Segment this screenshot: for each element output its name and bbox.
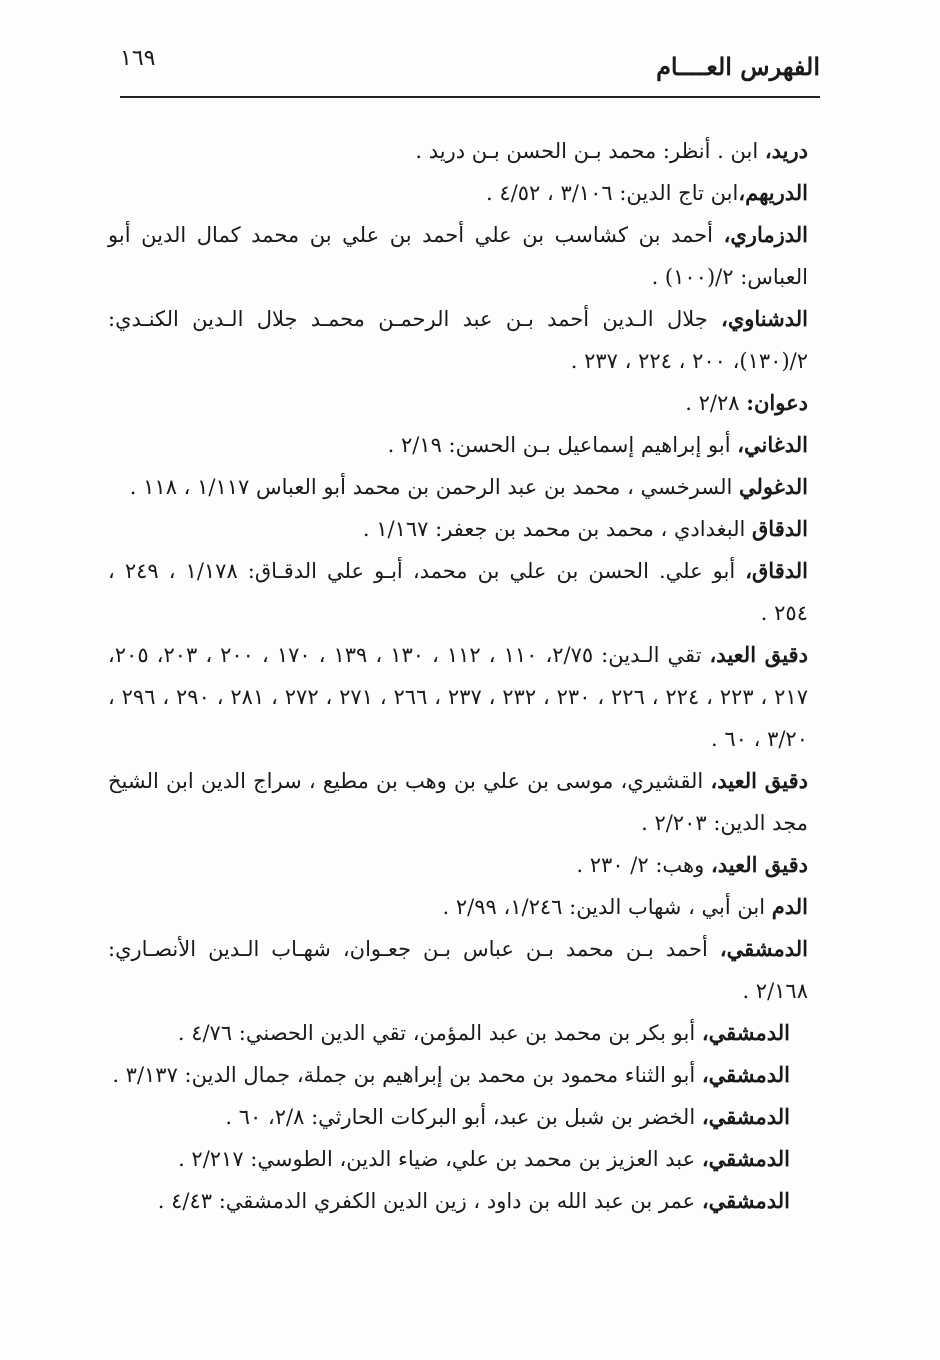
index-entry	[108, 424, 808, 466]
entry-head: الدقاق،	[745, 558, 808, 583]
entry-text: عبد العزيز بن محمد بن علي، ضياء الدين، الطوسي: ٢/٢١٧ .	[178, 1147, 702, 1171]
entry-head: دقيق العيد،	[710, 768, 809, 793]
index-entry	[108, 634, 808, 760]
entry-text: أبو علي. الحسن بن علي بن محمد، أبـو علي الدقـاق: ١/١٧٨ ، ٢٤٩ ، ٢٥٤ .	[108, 559, 808, 625]
entry-head: الدقاق	[752, 516, 808, 541]
page-header	[120, 42, 820, 98]
entry-text: أحمد بن كشاسب بن علي أحمد بن علي بن محمد كمال الدين أبو العباس: ٢/(١٠٠) .	[108, 223, 808, 289]
index-entry	[108, 172, 808, 214]
running-title: الفهرس العــــام	[656, 52, 820, 81]
entry-head: الدزماري،	[723, 222, 808, 247]
entry-text: عمر بن عبد الله بن داود ، زين الدين الكفري الدمشقي: ٤/٤٣ .	[157, 1189, 702, 1213]
entry-head: دريد،	[764, 138, 808, 163]
entry-head: الدغاني،	[737, 432, 808, 457]
index-entry	[108, 298, 808, 382]
entry-text: ابن . أنظر: محمد بـن الحسن بـن دريد .	[415, 139, 765, 163]
index-entry	[108, 214, 808, 298]
index-entry	[108, 844, 808, 886]
entry-head: الدمشقي،	[701, 1146, 790, 1171]
page-number: ١٦٩	[120, 46, 156, 71]
entry-text: القشيري، موسى بن علي بن وهب بن مطيع ، سراج الدين ابن الشيخ مجد الدين: ٢/٢٠٣ .	[108, 769, 808, 835]
entry-text: أبو الثناء محمود بن محمد بن إبراهيم بن جملة، جمال الدين: ٣/١٣٧ .	[112, 1063, 702, 1087]
index-entry	[108, 382, 808, 424]
index-entry	[108, 550, 808, 634]
entry-head: الدمشقي،	[701, 1104, 790, 1129]
entry-text: السرخسي ، محمد بن عبد الرحمن بن محمد أبو العباس ١/١١٧ ، ١١٨ .	[129, 475, 739, 499]
index-entry	[108, 1054, 808, 1096]
entry-head: الدمشقي،	[701, 1020, 790, 1045]
index-entry	[108, 1180, 808, 1222]
entry-text: أحمد بـن محمد بـن عباس بـن جعـوان، شهـاب الـدين الأنصـاري: ٢/١٦٨ .	[108, 937, 808, 1003]
index-entry	[108, 760, 808, 844]
entry-text: ٢/٢٨ .	[685, 391, 747, 415]
entry-text: وهب: ٢/ ٢٣٠ .	[576, 853, 711, 877]
entry-text: ابن أبي ، شهاب الدين: ١/٢٤٦، ٢/٩٩ .	[442, 895, 772, 919]
index-entry	[108, 886, 808, 928]
index-entries	[108, 130, 808, 1222]
entry-head: الدمشقي،	[701, 1188, 790, 1213]
entry-text: جلال الـدين أحمد بـن عبد الرحمـن محمـد جلال الـدين الكنـدي: ٢/(١٣٠)، ٢٠٠ ، ٢٢٤ ، ٢٣٧ .	[108, 307, 808, 373]
entry-head: الدغولي	[739, 474, 808, 499]
entry-text: أبو إبراهيم إسماعيل بـن الحسن: ٢/١٩ .	[387, 433, 738, 457]
entry-text: أبو بكر بن محمد بن عبد المؤمن، تقي الدين الحصني: ٤/٧٦ .	[177, 1021, 702, 1045]
entry-text: ابن تاج الدين: ٣/١٠٦ ، ٤/٥٢ .	[486, 181, 739, 205]
entry-text: تقي الـدين: ٢/٧٥، ١١٠ ، ١١٢ ، ١٣٠ ، ١٣٩ ، ١٧٠ ، ٢٠٠ ، ٢٠٣، ٢٠٥، ٢١٧ ، ٢٢٣ ، ٢٢٤ ، ٢٢٦ ، ٢٣٠ ، ٢٣٢ ، ٢٣٧ ، ٢٦٦ ، ٢٧١ ، ٢٧٢ ، ٢٨١ ، ٢٩٠ ، ٢٩٦ ، ٣/٢٠ ، ٦٠ .	[108, 643, 808, 751]
entry-head: الدم	[771, 894, 808, 919]
index-entry	[108, 130, 808, 172]
entry-head: الدريهم،	[738, 180, 808, 205]
index-entry	[108, 928, 808, 1012]
index-entry	[108, 466, 808, 508]
header-rule	[120, 96, 820, 98]
entry-head: دعوان:	[746, 390, 808, 415]
entry-text: الخضر بن شبل بن عبد، أبو البركات الحارثي: ٢/٨، ٦٠ .	[225, 1105, 702, 1129]
entry-head: دقيق العيد،	[709, 642, 808, 667]
entry-text: البغدادي ، محمد بن محمد بن جعفر: ١/١٦٧ .	[362, 517, 752, 541]
entry-head: دقيق العيد،	[710, 852, 808, 877]
index-entry	[108, 1096, 808, 1138]
entry-head: الدمشقي،	[701, 1062, 790, 1087]
entry-head: الدمشقي،	[719, 936, 808, 961]
index-entry	[108, 508, 808, 550]
entry-head: الدشناوي،	[721, 306, 808, 331]
index-entry	[108, 1138, 808, 1180]
index-entry	[108, 1012, 808, 1054]
